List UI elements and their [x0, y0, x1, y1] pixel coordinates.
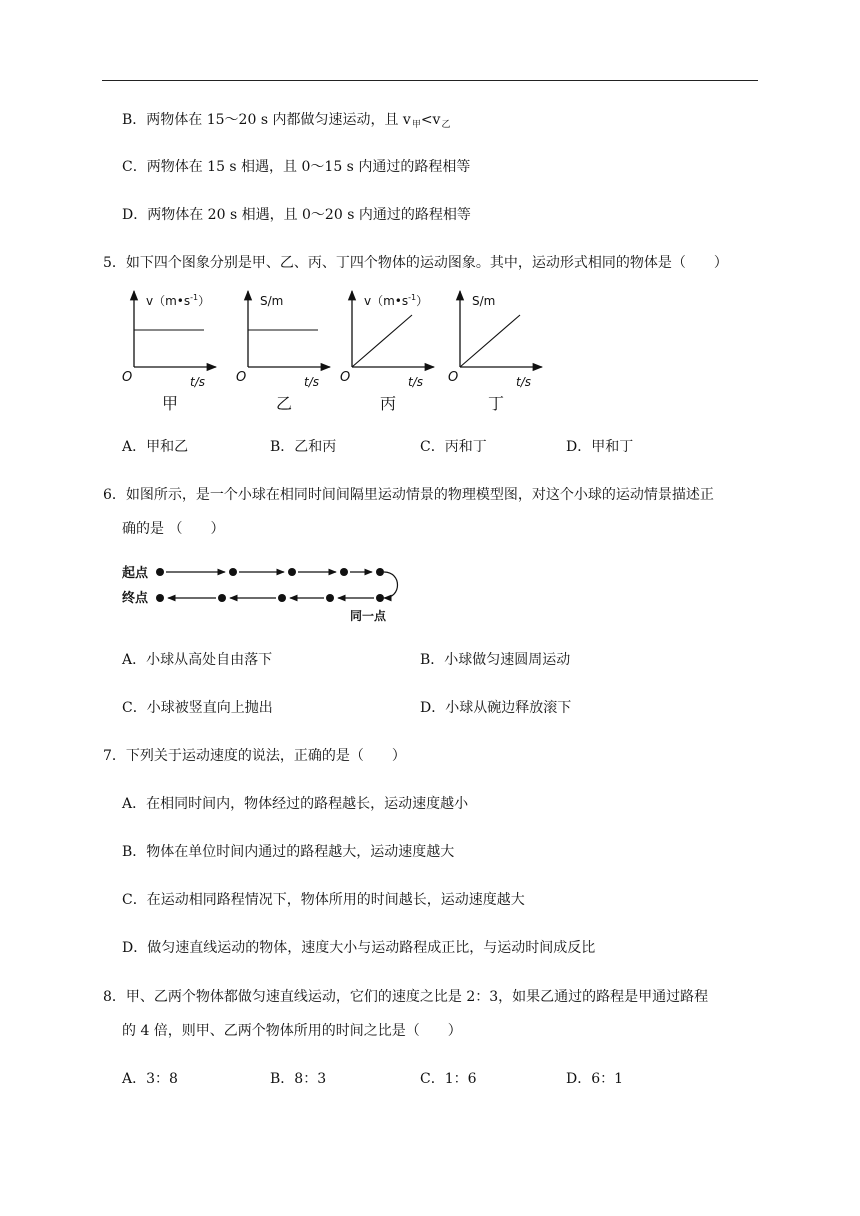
header-rule	[102, 80, 758, 81]
option-c-prev: C．两物体在 15 s 相遇，且 0～15 s 内通过的路程相等	[122, 159, 471, 175]
y-axis-label: $v(m•s^{-1})$	[146, 293, 211, 308]
q8-option-a: A．3：8	[122, 1071, 178, 1087]
graph-name: 甲	[162, 394, 179, 413]
graph-name: 丁	[488, 394, 505, 413]
q8-option-c: C．1：6	[420, 1071, 477, 1087]
question-6-stem-line1: 6．如图所示，是一个小球在相同时间间隔里运动情景的物理模型图，对这个小球的运动情景描述正	[103, 487, 714, 503]
same-point-label: 同一点	[350, 609, 387, 623]
q6-option-d: D．小球从碗边释放滚下	[420, 700, 572, 716]
q5-option-c: C．丙和丁	[420, 439, 487, 455]
ball-dot	[156, 568, 164, 576]
ball-dot	[288, 568, 296, 576]
end-label: 终点	[122, 591, 149, 606]
q5-option-b: B．乙和丙	[270, 439, 337, 455]
turn-arrow	[384, 572, 398, 598]
q6-option-a: A．小球从高处自由落下	[122, 652, 273, 668]
q7-option-b: B．物体在单位时间内通过的路程越大，运动速度越大	[122, 844, 455, 860]
q7-option-c: C．在运动相同路程情况下，物体所用的时间越长，运动速度越大	[122, 892, 525, 908]
origin-label: O	[122, 370, 133, 385]
ball-dot	[376, 594, 384, 602]
question-8-stem-line2: 的 4 倍，则甲、乙两个物体所用的时间之比是（ ）	[122, 1023, 462, 1039]
x-axis-label: t/s	[408, 375, 423, 389]
q7-option-a: A．在相同时间内，物体经过的路程越长，运动速度越小	[122, 796, 469, 812]
option-b-prev: B．两物体在 15～20 s 内都做匀速运动，且 $v_甲<v_乙$	[122, 112, 451, 130]
graph-line	[352, 315, 412, 367]
ball-dot	[156, 594, 164, 602]
ball-dot	[326, 594, 334, 602]
q7-option-d: D．做匀速直线运动的物体，速度大小与运动路程成正比，与运动时间成反比	[122, 940, 596, 956]
question-5-stem: 5．如下四个图象分别是甲、乙、丙、丁四个物体的运动图象。其中，运动形式相同的物体是（ ）	[103, 255, 728, 271]
origin-label: O	[340, 370, 351, 385]
question-6-stem-line2: 确的是 （ ）	[122, 521, 225, 537]
ball-dot	[278, 594, 286, 602]
q8-option-b: B．8：3	[270, 1071, 327, 1087]
graph-line	[460, 315, 520, 367]
ball-dot	[218, 594, 226, 602]
q8-option-d: D．6：1	[566, 1071, 624, 1087]
start-label: 起点	[122, 566, 149, 581]
q6-option-c: C．小球被竖直向上抛出	[122, 700, 273, 716]
ball-dot	[229, 568, 237, 576]
option-d-prev: D．两物体在 20 s 相遇，且 0～20 s 内通过的路程相等	[122, 207, 471, 223]
ball-dot	[340, 568, 348, 576]
x-axis-label: t/s	[304, 375, 319, 389]
origin-label: O	[236, 370, 247, 385]
q5-option-d: D．甲和丁	[566, 439, 634, 455]
y-axis-label: $v(m•s^{-1})$	[364, 293, 429, 308]
graph-name: 丙	[380, 394, 397, 413]
question-7-stem: 7．下列关于运动速度的说法，正确的是（ ）	[103, 748, 406, 764]
x-axis-label: t/s	[516, 375, 531, 389]
motion-graphs-figure	[0, 285, 860, 415]
question-8-stem-line1: 8．甲、乙两个物体都做匀速直线运动，它们的速度之比是 2：3，如果乙通过的路程是甲通过路程	[103, 989, 709, 1005]
y-axis-label: S/m	[472, 294, 496, 308]
x-axis-label: t/s	[190, 375, 205, 389]
y-axis-label: S/m	[260, 294, 284, 308]
q6-option-b: B．小球做匀速圆周运动	[420, 652, 571, 668]
origin-label: O	[448, 370, 459, 385]
q5-option-a: A．甲和乙	[122, 439, 189, 455]
ball-motion-diagram	[110, 558, 430, 628]
graph-name: 乙	[276, 394, 293, 413]
ball-dot	[376, 568, 384, 576]
